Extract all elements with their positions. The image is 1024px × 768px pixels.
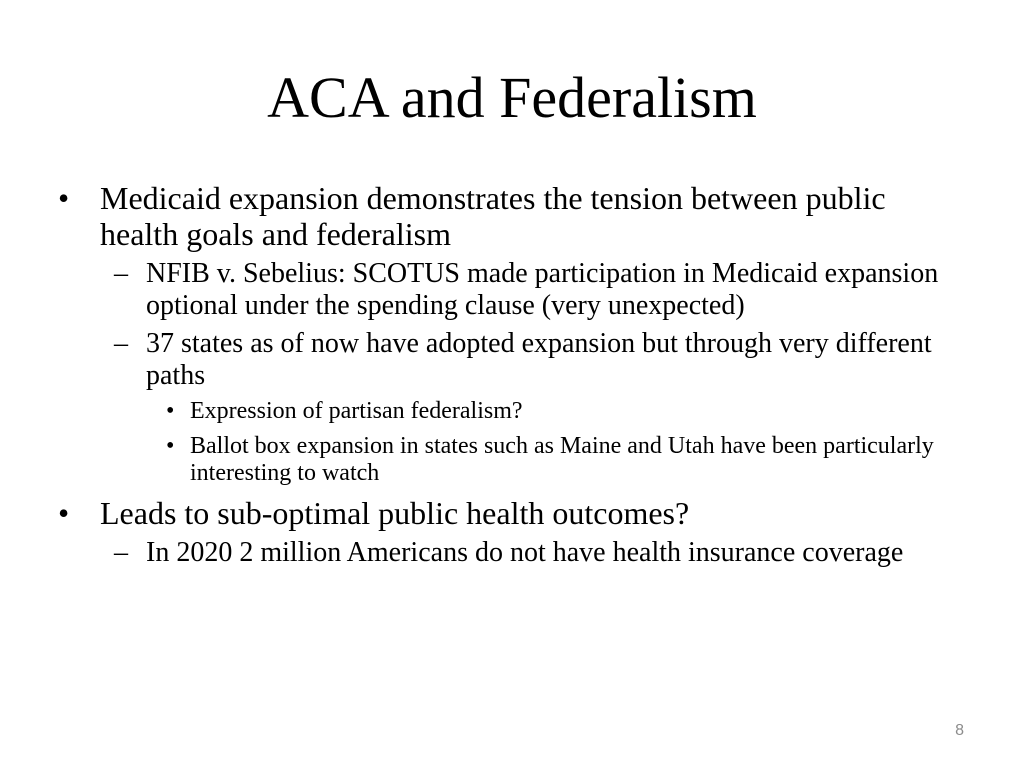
bullet-marker: • — [58, 180, 70, 216]
sub-sub-bullet-ballot-box — [0, 433, 950, 487]
bullet-text: Leads to sub-optimal public health outcomes? — [100, 495, 690, 531]
bullet-text: Ballot box expansion in states such as Maine and Utah have been particularly interesting to watch — [190, 433, 934, 486]
dash-marker: – — [114, 328, 128, 359]
slide-number: 8 — [955, 722, 964, 739]
bullet-text: In 2020 2 million Americans do not have health insurance coverage — [146, 537, 904, 568]
bullet-text: Expression of partisan federalism? — [190, 398, 523, 424]
dash-marker: – — [114, 258, 128, 289]
bullet-marker: • — [166, 433, 175, 459]
sub-bullet-nfib — [0, 258, 946, 322]
bullet-text: 37 states as of now have adopted expansion but through very different paths — [146, 328, 932, 391]
bullet-marker: • — [166, 398, 175, 424]
bullet-medicaid-expansion — [0, 180, 950, 252]
sub-sub-bullet-partisan — [0, 398, 950, 425]
bullet-text: NFIB v. Sebelius: SCOTUS made participation in Medicaid expansion optional under the spending clause (very unexpected) — [146, 258, 939, 321]
slide-title: ACA and Federalism — [267, 65, 757, 130]
bullet-marker: • — [58, 495, 70, 531]
sub-bullet-2020-uninsured — [0, 537, 946, 569]
sub-bullet-37-states — [0, 328, 946, 392]
slide-body — [0, 180, 1024, 575]
bullet-text: Medicaid expansion demonstrates the tension between public health goals and federalism — [100, 180, 886, 252]
dash-marker: – — [114, 537, 128, 568]
bullet-sub-optimal-outcomes — [0, 495, 950, 531]
